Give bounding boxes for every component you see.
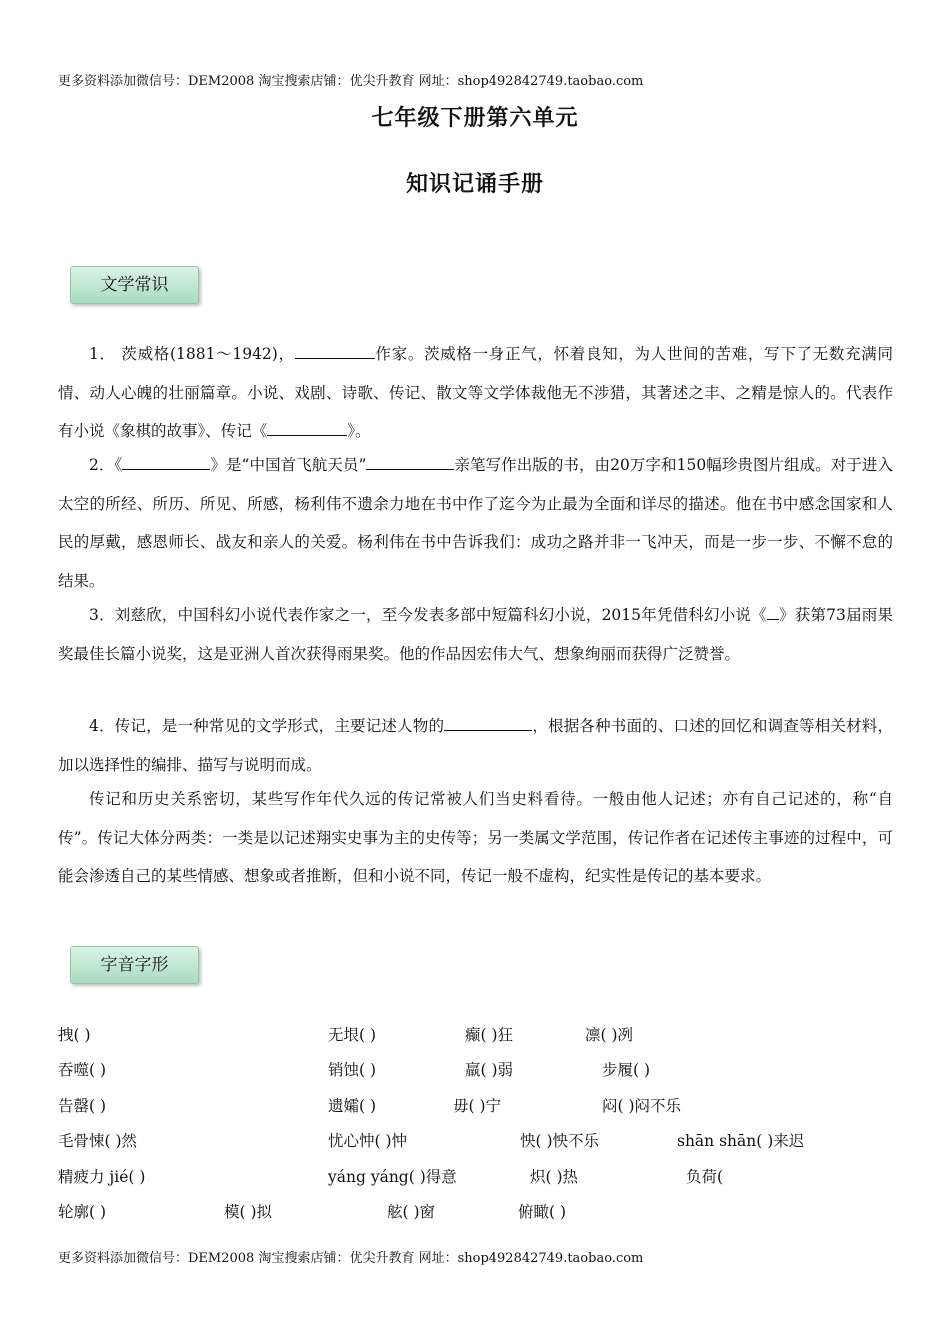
vocab-item: 吞噬( )	[58, 1061, 107, 1079]
p2-text-b: 》是“中国首飞航天员”	[210, 456, 367, 474]
vocab-item: 癫( )狂	[465, 1026, 514, 1044]
p1-text-c: 》。	[347, 422, 371, 440]
paragraph-1	[58, 335, 893, 451]
vocab-item: 炽( )热	[530, 1168, 579, 1186]
vocab-item: yáng yáng( )得意	[328, 1168, 457, 1186]
footer-watermark: 更多资料添加微信号：DEM2008 淘宝搜索店铺：优尖升教育 网址：shop492842749.taobao.com	[58, 1251, 644, 1266]
page-title: 七年级下册第六单元	[371, 105, 579, 131]
p2-text-c: 亲笔写作出版的书，由20万字和150幅珍贵图片组成。对于进入太空的所经、所历、所见、所感，杨利伟不遗余力地在书中作了迄今为止最为全面和详尽的描述。他在书中感念国家和人民的厚戴，感恩师长、战友和亲人的关爱。杨利伟在书中告诉我们：成功之路并非一飞冲天，而是一步一步、不懈不怠的结果。	[58, 456, 893, 590]
fill-blank[interactable]	[366, 455, 454, 470]
section-heading-literature: 文学常识	[70, 266, 199, 304]
header-watermark: 更多资料添加微信号：DEM2008 淘宝搜索店铺：优尖升教育 网址：shop492842749.taobao.com	[58, 74, 644, 89]
page-subtitle: 知识记诵手册	[405, 171, 544, 197]
paragraph-4	[58, 707, 893, 784]
vocab-item: shān shān( )来迟	[677, 1132, 805, 1150]
vocab-item: 拽( )	[58, 1026, 91, 1044]
vocab-item: 俯瞰( )	[518, 1203, 567, 1221]
vocab-item: 凛( )冽	[585, 1026, 634, 1044]
vocab-item: 负荷(	[686, 1168, 724, 1186]
paragraph-3	[58, 596, 893, 673]
p3-text-a: 3．刘慈欣，中国科幻小说代表作家之一，至今发表多部中短篇科幻小说，2015年凭借科幻小说《	[89, 606, 767, 624]
p4-text-b: ，根据各种书面的、口述的回忆和调查等相关材料，加以选择性的编排、描写与说明而成。	[58, 717, 893, 774]
paragraph-5: 传记和历史关系密切，某些写作年代久远的传记常被人们当史料看待。一般由他人记述；亦有自己记述的，称“自传”。传记大体分两类：一类是以记述翔实史事为主的史传等；另一类属文学范围，传记作者在记述传主事迹的过程中，可能会渗透自己的某些情感、想象或者推断，但和小说不同，传记一般不虚构，纪实性是传记的基本要求。	[58, 790, 893, 885]
fill-blank[interactable]	[295, 344, 375, 359]
vocab-item: 遗孀( )	[328, 1097, 377, 1115]
p4-text-a: 4．传记，是一种常见的文学形式，主要记述人物的	[89, 717, 445, 735]
vocab-item: 模( )拟	[224, 1203, 273, 1221]
vocab-item: 毋( )宁	[453, 1097, 502, 1115]
p1-text-a: 1． 茨威格(1881～1942)，	[89, 345, 295, 363]
fill-blank[interactable]	[767, 605, 779, 620]
fill-blank[interactable]	[444, 716, 532, 731]
fill-blank[interactable]	[122, 455, 210, 470]
vocab-item: 毛骨悚( )然	[58, 1132, 138, 1150]
vocab-item: 怏( )怏不乐	[520, 1132, 600, 1150]
vocab-item: 轮廓( )	[58, 1203, 107, 1221]
fill-blank[interactable]	[267, 421, 347, 436]
vocab-item: 闷( )闷不乐	[602, 1097, 682, 1115]
vocab-item: 步履( )	[602, 1061, 651, 1079]
vocab-item: 忧心忡( )忡	[328, 1132, 408, 1150]
vocab-item: 销蚀( )	[328, 1061, 377, 1079]
vocab-item: 告罄( )	[58, 1097, 107, 1115]
vocab-item: 舷( )窗	[387, 1203, 436, 1221]
section-heading-pronunciation: 字音字形	[70, 946, 199, 984]
vocab-item: 精疲力 jié( )	[58, 1168, 146, 1186]
vocab-item: 无垠( )	[328, 1026, 377, 1044]
paragraph-2	[58, 446, 893, 600]
p1-text-b: 作家。茨威格一身正气，怀着良知，为人世间的苦难，写下了无数充满同情、动人心魄的壮丽篇章。小说、戏剧、诗歌、传记、散文等文学体裁他无不涉猎，其著述之丰、之精是惊人的。代表作有小说《象棋的故事》、传记《	[58, 345, 893, 440]
p3-text-b: 》获第73届雨果奖最佳长篇小说奖，这是亚洲人首次获得雨果奖。他的作品因宏伟大气、想象绚丽而获得广泛赞誉。	[58, 606, 893, 663]
vocab-item: 羸( )弱	[465, 1061, 514, 1079]
p2-text-a: 2．《	[89, 456, 123, 474]
